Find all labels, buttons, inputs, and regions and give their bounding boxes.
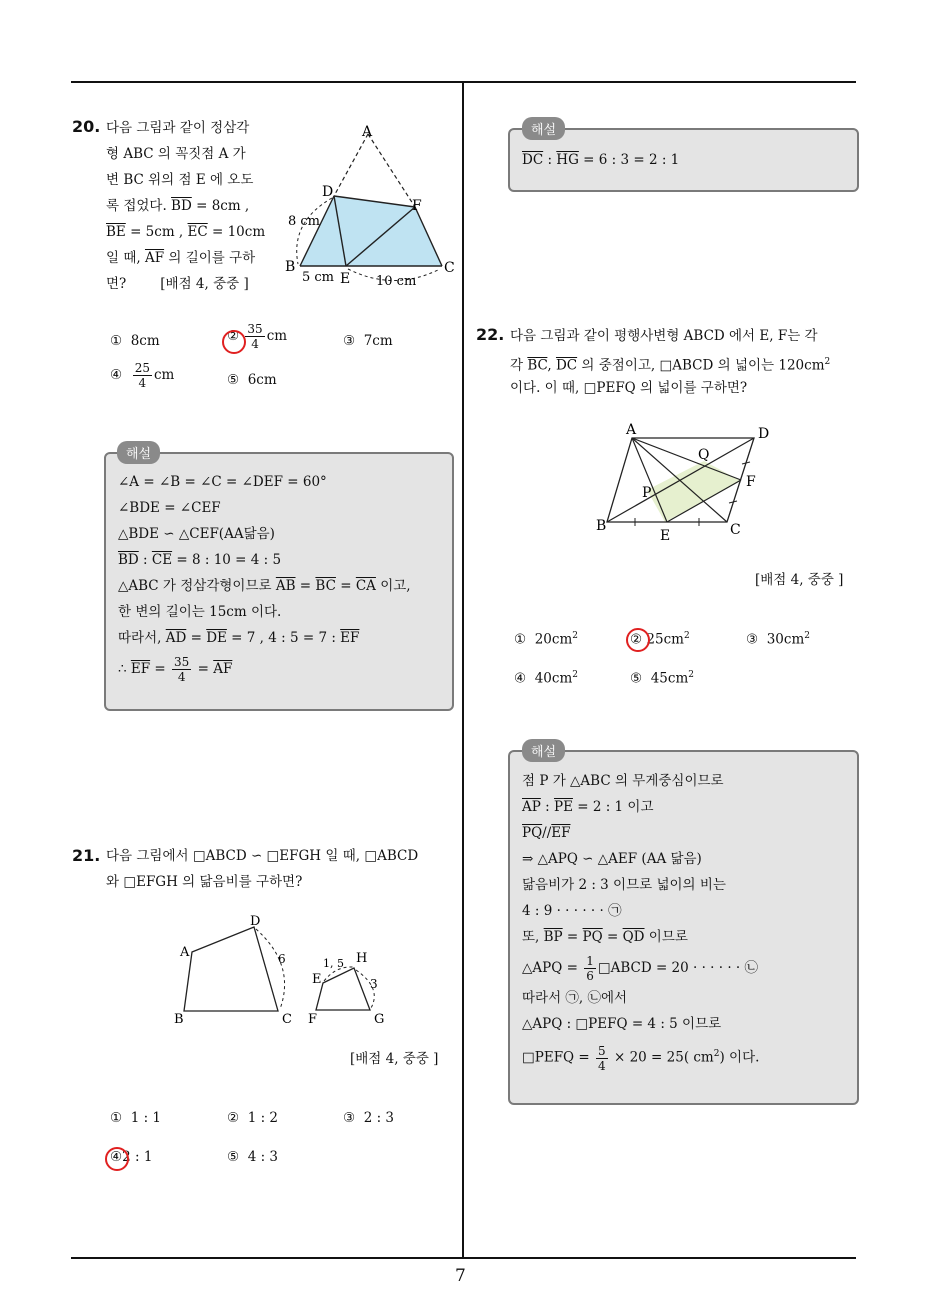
q22-choice-3[interactable]: ③ $30cm^2$ bbox=[746, 631, 810, 648]
q21-line2: 와 □EFGH 의 닮음비를 구하면? bbox=[106, 874, 303, 890]
q20-line: 형 ABC 의 꼭짓점 A 가 bbox=[106, 146, 246, 162]
arc-cd bbox=[256, 929, 285, 1009]
label-ec-length: 10 cm bbox=[376, 274, 417, 289]
solution-line: ∠BDE = ∠CEF bbox=[118, 500, 221, 516]
q20-line: 일 때, $\overline{AF}$ 의 길이를 구하 bbox=[106, 250, 256, 266]
label-d: D bbox=[250, 914, 261, 929]
label-g: G bbox=[374, 1012, 385, 1027]
label-c: C bbox=[444, 260, 455, 276]
q21-choice-4[interactable]: ④2 : 1 bbox=[110, 1149, 153, 1165]
q22-solution bbox=[522, 768, 852, 1073]
label-b: B bbox=[285, 259, 296, 275]
q22-choice-4[interactable]: ④ $40cm^2$ bbox=[514, 670, 578, 687]
label-c: C bbox=[730, 522, 741, 538]
q20-figure bbox=[282, 122, 462, 292]
label-a: A bbox=[626, 422, 637, 438]
solution-line: $\overline{PQ}//\overline{EF}$ bbox=[522, 825, 571, 841]
q20-choice-1[interactable]: ① 8cm bbox=[110, 333, 160, 349]
label-a: A bbox=[180, 945, 190, 960]
q21-line1: 다음 그림에서 □ABCD ∽ □EFGH 일 때, □ABCD bbox=[106, 848, 419, 864]
solution-line: 닮음비가 2 : 3 이므로 넓이의 비는 bbox=[522, 877, 726, 893]
q21-solution-tag: 해설 bbox=[522, 117, 565, 140]
q21-score: [배점 4, 중중 ] bbox=[350, 1051, 439, 1067]
answer-mark-q21 bbox=[105, 1147, 129, 1171]
solution-line: 점 P 가 △ABC 의 무게중심이므로 bbox=[522, 773, 724, 789]
label-cd-length: 6 bbox=[278, 952, 286, 966]
q20-line: 변 BC 위의 점 E 에 오도 bbox=[106, 172, 254, 188]
q20-line: 면? [배점 4, 중중 ] bbox=[106, 276, 249, 292]
side-ab-dashed bbox=[334, 134, 368, 196]
q22-choice-1[interactable]: ① $20cm^2$ bbox=[514, 631, 578, 648]
q22-score: [배점 4, 중중 ] bbox=[755, 572, 844, 588]
label-hg-length: 3 bbox=[370, 977, 378, 991]
solution-line: 따라서 ㉠, ㉡에서 bbox=[522, 990, 628, 1006]
label-e: E bbox=[340, 271, 351, 287]
solution-line: 4 : 9 · · · · · · ㉠ bbox=[522, 903, 622, 919]
q20-solution bbox=[118, 469, 448, 684]
label-q: Q bbox=[698, 447, 710, 463]
q22-solution-tag: 해설 bbox=[522, 739, 565, 762]
q20-choice-2[interactable]: ② $\frac{35}{4}$ cm bbox=[227, 322, 288, 351]
q22-number: 22. bbox=[476, 325, 505, 344]
q21-choice-5[interactable]: ⑤ 4 : 3 bbox=[227, 1149, 279, 1165]
segment-ae bbox=[632, 438, 667, 522]
q20-choice-5[interactable]: ⑤ 6cm bbox=[227, 372, 277, 388]
q20-line: 록 접었다. $\overline{BD} = 8cm$ , bbox=[106, 198, 250, 214]
label-d: D bbox=[322, 184, 334, 200]
solution-line: △APQ = $\frac{1}{6}$ □ABCD = 20 · · · · · · ㉡ bbox=[522, 954, 759, 983]
label-f: F bbox=[746, 474, 756, 490]
q20-line: 다음 그림과 같이 정삼각 bbox=[106, 120, 250, 136]
solution-line: △BDE ∽ △CEF(AA닮음) bbox=[118, 526, 275, 542]
q22-choice-5[interactable]: ⑤ $45cm^2$ bbox=[630, 670, 694, 687]
q20-number: 20. bbox=[72, 117, 101, 136]
q20-line: $\overline{BE} = 5cm$ , $\overline{EC} = 10cm$ bbox=[106, 224, 266, 240]
side-ac-dashed bbox=[368, 134, 415, 207]
solution-line: ∴ $\overline{EF}$ = $\frac{35}{4}$ = $\overline{AF}$ bbox=[118, 655, 233, 684]
solution-line: 한 변의 길이는 15cm 이다. bbox=[118, 604, 282, 620]
solution-line: $\overline{AP}$ : $\overline{PE} = 2$ : 1 이고 bbox=[522, 799, 654, 815]
label-f: F bbox=[412, 198, 422, 214]
q20-choice-3[interactable]: ③ 7cm bbox=[343, 333, 393, 349]
label-b: B bbox=[596, 518, 607, 534]
solution-line: 따라서, $\overline{AD} = \overline{DE} = 7$ , 4 : 5 = 7 : $\overline{EF}$ bbox=[118, 630, 360, 646]
solution-line: ⇒ △APQ ∽ △AEF (AA 닮음) bbox=[522, 851, 702, 867]
label-p: P bbox=[642, 485, 652, 501]
label-f: F bbox=[308, 1012, 318, 1027]
label-c: C bbox=[282, 1012, 292, 1027]
label-e: E bbox=[660, 528, 671, 544]
q21-choice-3[interactable]: ③ 2 : 3 bbox=[343, 1110, 395, 1126]
solution-line: □PEFQ = $\frac{5}{4}$ × 20 = 25( $cm^2$) 이다. bbox=[522, 1043, 760, 1073]
page-number: 7 bbox=[455, 1266, 466, 1286]
solution-line: 또, $\overline{BP} = \overline{PQ} = \overline{QD}$ 이므로 bbox=[522, 929, 688, 945]
q22-choice-2[interactable]: ② $25cm^2$ bbox=[630, 631, 690, 648]
label-d: D bbox=[758, 426, 770, 442]
q22-line1: 다음 그림과 같이 평행사변형 ABCD 에서 E, F는 각 bbox=[510, 328, 818, 344]
bottom-rule bbox=[71, 1257, 856, 1259]
quad-abcd bbox=[184, 927, 278, 1011]
label-a: A bbox=[362, 124, 373, 140]
q20-score: [배점 4, 중중 ] bbox=[160, 276, 249, 292]
label-be-length: 5 cm bbox=[302, 270, 335, 285]
column-divider bbox=[462, 82, 464, 1258]
q22-line3: 이다. 이 때, □PEFQ 의 넓이를 구하면? bbox=[510, 380, 748, 396]
label-e: E bbox=[312, 972, 322, 987]
q21-number: 21. bbox=[72, 846, 101, 865]
label-h: H bbox=[356, 951, 368, 966]
solution-line: △ABC 가 정삼각형이므로 $\overline{AB} = \overline{BC} = \overline{CA}$ 이고, bbox=[118, 578, 411, 594]
q21-choice-2[interactable]: ② 1 : 2 bbox=[227, 1110, 279, 1126]
q21-solution: $\overline{DC}$ : $\overline{HG} = 6$ : 3 = 2 : 1 bbox=[522, 152, 680, 168]
q22-line2: 각 $\overline{BC}$, $\overline{DC}$ 의 중점이고, □ABCD 의 넓이는 $120cm^2$ bbox=[510, 357, 831, 374]
answer-mark-q22 bbox=[626, 628, 650, 652]
solution-line: ∠A = ∠B = ∠C = ∠DEF = 60° bbox=[118, 474, 327, 490]
q20-choice-4[interactable]: ④ $\frac{25}{4}$ cm bbox=[110, 361, 175, 390]
q20-text bbox=[106, 115, 281, 297]
solution-line: △APQ : □PEFQ = 4 : 5 이므로 bbox=[522, 1016, 722, 1032]
label-eh-length: 1, 5 bbox=[323, 957, 344, 970]
answer-mark-q20 bbox=[222, 330, 246, 354]
label-b: B bbox=[174, 1012, 184, 1027]
q21-choice-1[interactable]: ① 1 : 1 bbox=[110, 1110, 162, 1126]
solution-line: $\overline{BD}$ : $\overline{CE} = 8$ : 10 = 4 : 5 bbox=[118, 552, 282, 568]
q22-figure bbox=[590, 418, 790, 548]
q21-figure bbox=[170, 910, 400, 1030]
q20-solution-tag: 해설 bbox=[117, 441, 160, 464]
label-bd-length: 8 cm bbox=[288, 214, 321, 229]
